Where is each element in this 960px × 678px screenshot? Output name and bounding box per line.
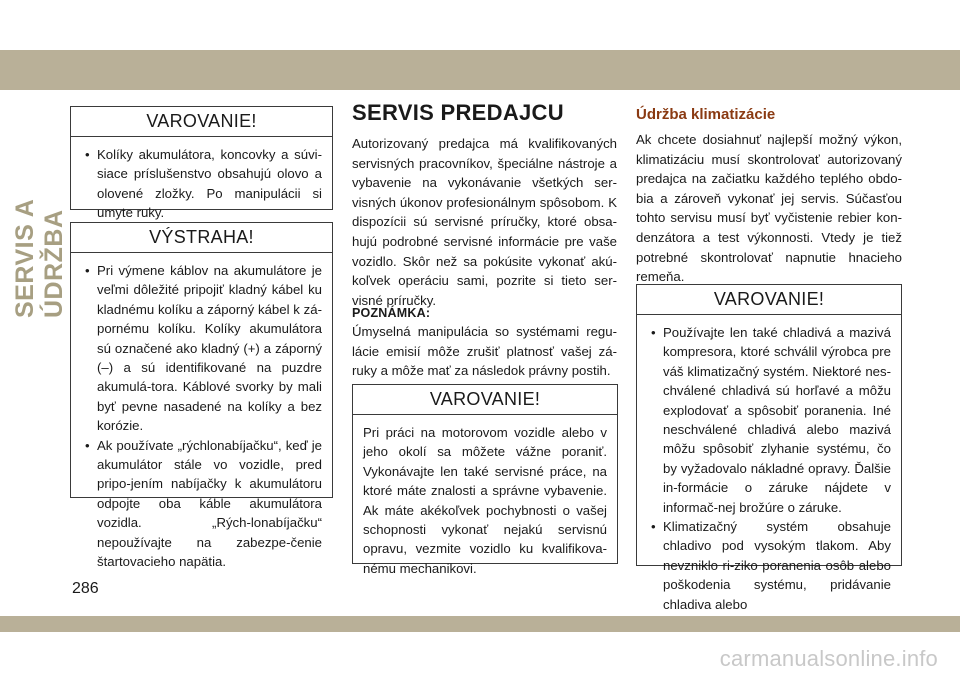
caution-box-heading: VÝSTRAHA! xyxy=(71,223,332,253)
section-side-label: SERVIS A ÚDRŽBA xyxy=(11,199,68,318)
caution-item: • Ak používate „rýchlonabíjačku“, keď je akumulátor stále vo vozidle, pred pripo-jením nabíjačky k akumulátoru odpojte oba káble akumulátora vozidla. „Rých-lonabíjačku“ nepoužívajte na zabezpe-čenie štartovacieho napätia. xyxy=(81,436,322,572)
warning-item: • Používajte len také chladivá a mazivá kompresora, ktoré schválil výrobca pre váš klimatizačný systém. Niektoré nes-chválené chladivá sú horľavé a môžu explodovať a spôsobiť poranenia. Iné neschválené chladivá alebo mazivá môžu spôsobiť zlyhanie systému, čo by vyžadovalo nákladné opravy. Ďalšie in-formácie o záruke nájdete v informač-nej brožúre o záruke. xyxy=(647,323,891,517)
header-band xyxy=(0,50,960,90)
warning-box-body xyxy=(71,137,332,231)
warning-box-heading: VAROVANIE! xyxy=(71,107,332,137)
warning-box-heading: VAROVANIE! xyxy=(353,385,617,415)
warning-text: Pri práci na motorovom vozidle alebo v jeho okolí sa môžete vážne poraniť. Vykonávajte len také servisné práce, na ktoré máte znalosti a správne vybavenie. Ak máte akékoľvek pochybnosti o vašej schopnosti vykonať nejakú servisnú opravu, vezmite vozidlo ku kvalifikova-nému mechanikovi. xyxy=(363,425,607,576)
caution-box-cables xyxy=(70,222,333,570)
note-text: Úmyselná manipulácia so systémami regu-lácie emisií môže zrušiť platnosť vašej zá-ruky a môže mať za následok právny postih. xyxy=(352,324,617,379)
warning-box-mechanic xyxy=(352,384,618,576)
warning-box-refrigerant xyxy=(636,284,902,612)
section-heading-ac-maintenance: Údržba klimatizácie xyxy=(636,106,776,123)
caution-item: • Pri výmene káblov na akumulátore je veľmi dôležité pripojiť kladný kábel ku kladnému kolíku a záporný kábel k zá-pornému kolíku. Kolíky akumulátora sú označené ako kladný (+) a záporný (–) a sú identifikované na puzdre akumulá-tora. Káblové svorky by mali byť pevne nasadené na kolíky a bez korózie. xyxy=(81,261,322,436)
warning-box-body xyxy=(353,415,617,586)
note-label: POZNÁMKA: xyxy=(352,306,431,320)
warning-item: • Kolíky akumulátora, koncovky a súvi-siace príslušenstvo obsahujú olovo a olovené zložky. Po manipulácii si umyte ruky. xyxy=(81,145,322,223)
ac-maintenance-paragraph: Ak chcete dosiahnuť najlepší možný výkon, klimatizáciu musí skontrolovať autorizovaný predajca na začiatku každého teplého obdo-bia a zároveň vykonať jej servis. Súčasťou tohto servisu musí byť vyčistenie rebier kon-denzátora a test výkonnosti. Vtedy je tiež potrebné skontrolovať napnutie hnacieho remeňa. xyxy=(636,132,902,285)
section-heading-dealer-service: SERVIS PREDAJCU xyxy=(352,100,564,125)
warning-item: • Klimatizačný systém obsahuje chladivo pod vysokým tlakom. Aby nevzniklo ri-ziko poranenia osôb alebo poškodenia systému, pridávanie chladiva alebo xyxy=(647,517,891,614)
dealer-service-paragraph: Autorizovaný predajca má kvalifikovaných servisných pracovníkov, špeciálne nástroje a vybavenie na vykonávanie všetkých ser-visných úkonov profesionálnym spôsobom. K dispozícii sú servisné príručky, ktoré obsa-hujú podrobné servisné informácie pre vaše vozidlo. Skôr než sa pokúsite vykonať akú-koľvek operáciu sami, pozrite si tieto ser-visné príručky. xyxy=(352,136,617,308)
caution-box-body xyxy=(71,253,332,580)
warning-box-heading: VAROVANIE! xyxy=(637,285,901,315)
watermark: carmanualsonline.info xyxy=(719,646,938,671)
page-number: 286 xyxy=(72,580,99,597)
warning-box-lead xyxy=(70,106,333,221)
warning-box-body xyxy=(637,315,901,622)
